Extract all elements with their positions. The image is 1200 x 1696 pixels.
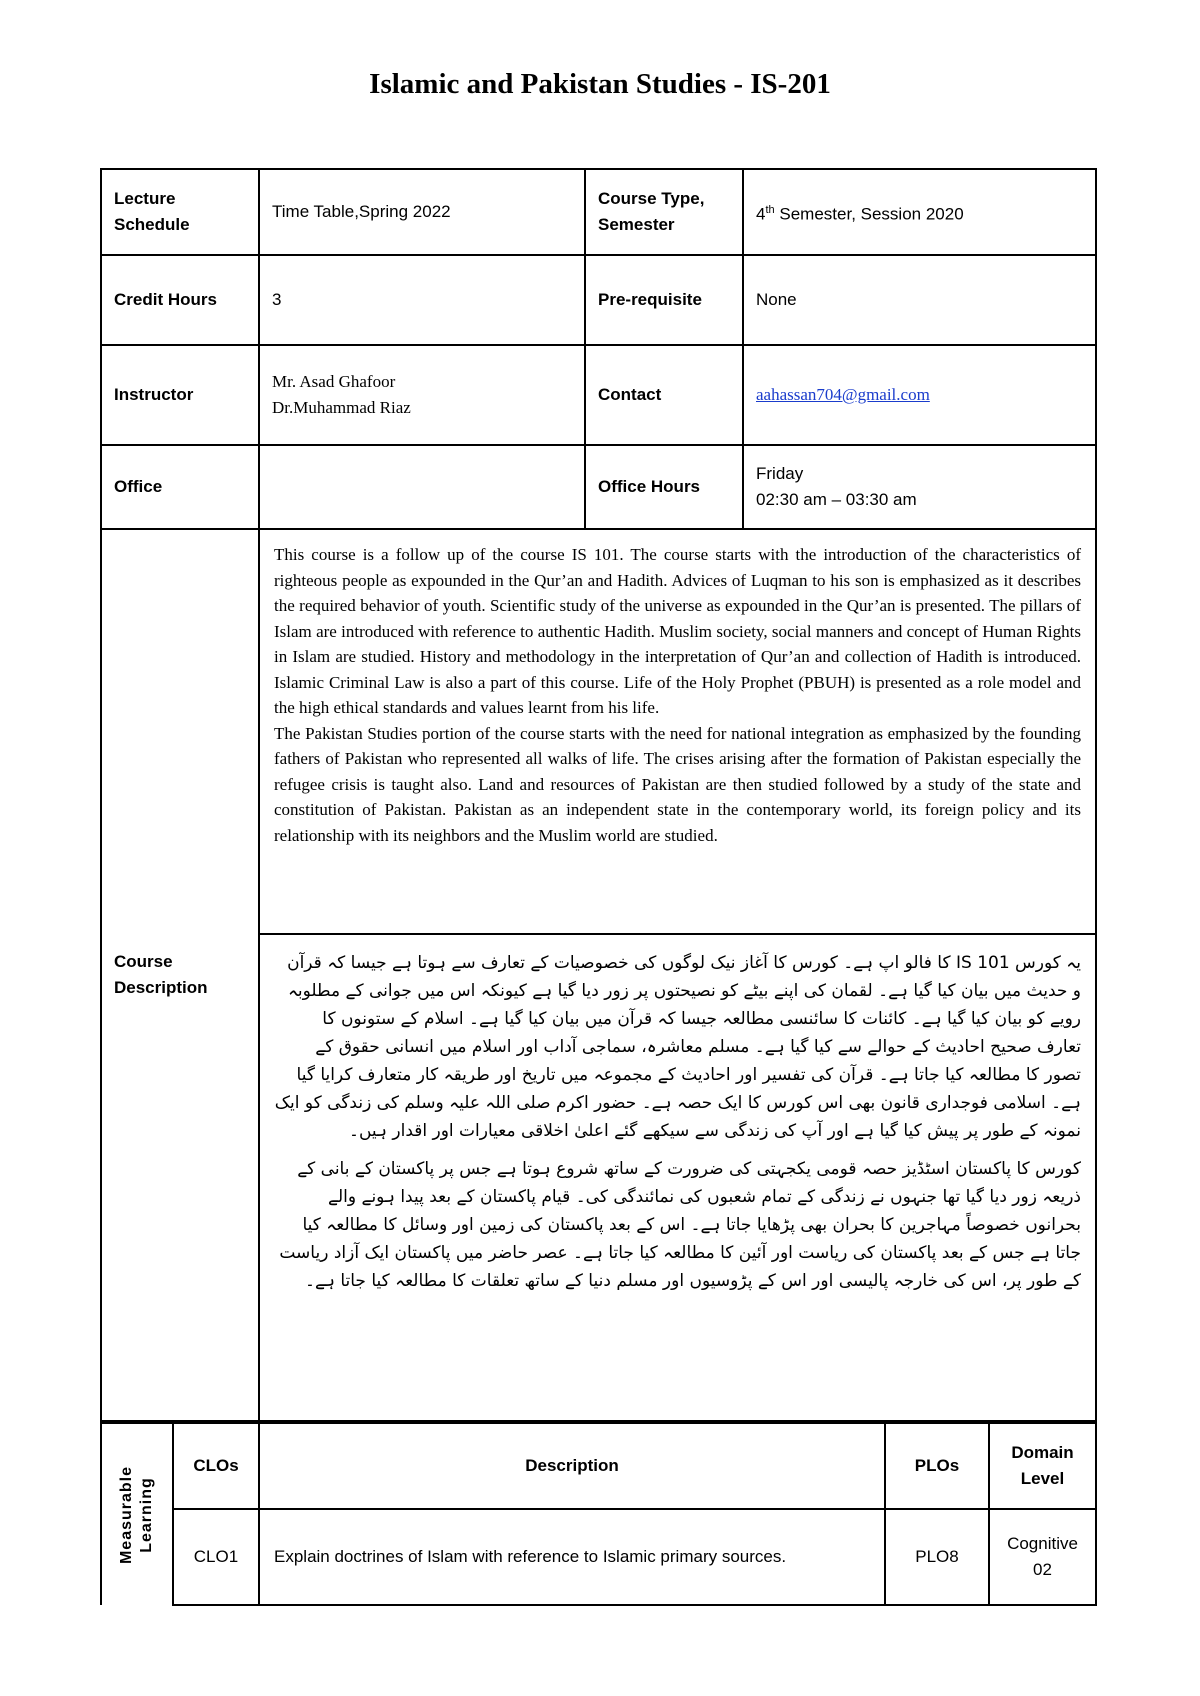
domain-level-header: Domain Level <box>989 1423 1096 1509</box>
lecture-schedule-label: Lecture Schedule <box>101 169 259 255</box>
course-description-urdu <box>259 934 1096 1421</box>
prerequisite-label: Pre-requisite <box>585 255 743 345</box>
side-label-line: Learning <box>138 1476 155 1553</box>
domain-level-name: Cognitive <box>1007 1534 1078 1553</box>
office-hours-label: Office Hours <box>585 445 743 529</box>
prerequisite-value: None <box>743 255 1096 345</box>
instructor-value <box>259 345 585 445</box>
office-hours-day: Friday <box>756 464 804 483</box>
clos-header: CLOs <box>173 1423 259 1509</box>
semester-session: Semester, Session 2020 <box>774 204 964 224</box>
page-title: Islamic and Pakistan Studies - IS-201 <box>369 68 831 100</box>
office-hours-time: 02:30 am – 03:30 am <box>756 490 917 509</box>
course-info-table <box>100 168 1097 1422</box>
course-description-label: Course Description <box>101 529 259 1421</box>
clo-id: CLO1 <box>173 1509 259 1605</box>
description-paragraph: The Pakistan Studies portion of the course starts with the need for national integration as emphasized by the founding fathers of Pakistan who represented all walks of life. The crises arising after the formation of Pakistan especially the refugee crisis is taught also. Land and resources of Pakistan are then studied followed by a study of the state and constitution of Pakistan. Pakistan as an independent state in the contemporary world, its foreign policy and its relationship with its neighbors and the Muslim world are studied. <box>274 723 1081 845</box>
course-type-value <box>743 169 1096 255</box>
instructor-name: Dr.Muhammad Riaz <box>272 398 411 417</box>
semester-ordinal: th <box>765 203 775 216</box>
lecture-schedule-value: Time Table,Spring 2022 <box>259 169 585 255</box>
measurable-learning-label <box>101 1423 173 1605</box>
domain-level-number: 02 <box>1033 1560 1052 1579</box>
table-row <box>101 1509 1096 1605</box>
description-paragraph-urdu: یہ کورس IS 101 کا فالو اپ ہے۔ کورس کا آغاز نیک لوگوں کی خصوصیات کے تعارف سے ہوتا ہے جیسا کہ قرآن و حدیث میں بیان کیا گیا ہے۔ لقمان کی اپنے بیٹے کو نصیحتوں پر زور دیا گیا ہے کیونکہ اس میں جوانی کے مطلوبہ رویے کو بیان کیا گیا ہے۔ کائنات کا سائنسی مطالعہ جیسا کہ قرآن میں بیان کیا گیا ہے۔ اسلام کے ستونوں کا تعارف صحیح احادیث کے حوالے سے کیا گیا ہے۔ مسلم معاشرہ، سماجی آداب اور اسلام میں انسانی حقوق کے تصور کا مطالعہ کیا جاتا ہے۔ قرآن کی تفسیر اور احادیث کے مجموعہ میں تاریخ اور طریقہ کار متعارف کرایا گیا ہے۔ اسلامی فوجداری قانون بھی اس کورس کا ایک حصہ ہے۔ حضور اکرم صلی اللہ علیہ وسلم کی زندگی کو ایک نمونہ کے طور پر پیش کیا گیا ہے اور آپ کی زندگی سے سیکھے گئے اعلیٰ اخلاقی معیارات اور اقدار ہیں۔ <box>274 953 1081 1141</box>
instructor-name: Mr. Asad Ghafoor <box>272 372 396 391</box>
office-label: Office <box>101 445 259 529</box>
clo-domain <box>989 1509 1096 1605</box>
contact-label: Contact <box>585 345 743 445</box>
contact-email-link[interactable]: aahassan704@gmail.com <box>756 385 930 404</box>
credit-hours-label: Credit Hours <box>101 255 259 345</box>
office-value <box>259 445 585 529</box>
credit-hours-value: 3 <box>259 255 585 345</box>
clo-table <box>100 1422 1097 1606</box>
office-hours-value <box>743 445 1096 529</box>
description-paragraph-urdu: کورس کا پاکستان اسٹڈیز حصہ قومی یکجہتی کی ضرورت کے ساتھ شروع ہوتا ہے جس پر پاکستان کے بانی کے ذریعہ زور دیا گیا تھا جنہوں نے زندگی کے تمام شعبوں کی نمائندگی کی۔ قیام پاکستان کے بعد پیدا ہونے والے بحرانوں خصوصاً مہاجرین کا بحران بھی پڑھایا جاتا ہے۔ اس کے بعد پاکستان کی زمین اور وسائل کا مطالعہ کیا جاتا ہے جس کے بعد پاکستان کی ریاست اور آئین کا مطالعہ کیا جاتا ہے۔ عصر حاضر میں پاکستان ایک آزاد ریاست کے طور پر، اس کی خارجہ پالیسی اور اس کے پڑوسیوں اور مسلم دنیا کے ساتھ تعلقات کا مطالعہ کیا جاتا ہے۔ <box>279 1159 1081 1291</box>
semester-number: 4 <box>756 204 766 224</box>
description-paragraph: This course is a follow up of the course IS 101. The course starts with the introduction of the characteristics of righteous people as expounded in the Qur’an and Hadith. Advices of Luqman to his son is emphasized as it describes the required behavior of youth. Scientific study of the universe as expounded in the Qur’an is presented. The pillars of Islam are introduced with reference to authentic Hadith. Muslim society, social manners and concept of Human Rights in Islam are studied. History and methodology in the interpretation of Qur’an and collection of Hadith is introduced. Islamic Criminal Law is also a part of this course. Life of the Holy Prophet (PBUH) is presented as a role model and the high ethical standards and values learnt from his life. <box>274 545 1081 717</box>
side-label-line: Measurable <box>118 1465 135 1564</box>
contact-value <box>743 345 1096 445</box>
description-header: Description <box>259 1423 885 1509</box>
plos-header: PLOs <box>885 1423 989 1509</box>
clo-plo: PLO8 <box>885 1509 989 1605</box>
course-description-english <box>259 529 1096 934</box>
clo-description: Explain doctrines of Islam with reference to Islamic primary sources. <box>259 1509 885 1605</box>
course-type-label: Course Type, Semester <box>585 169 743 255</box>
instructor-label: Instructor <box>101 345 259 445</box>
